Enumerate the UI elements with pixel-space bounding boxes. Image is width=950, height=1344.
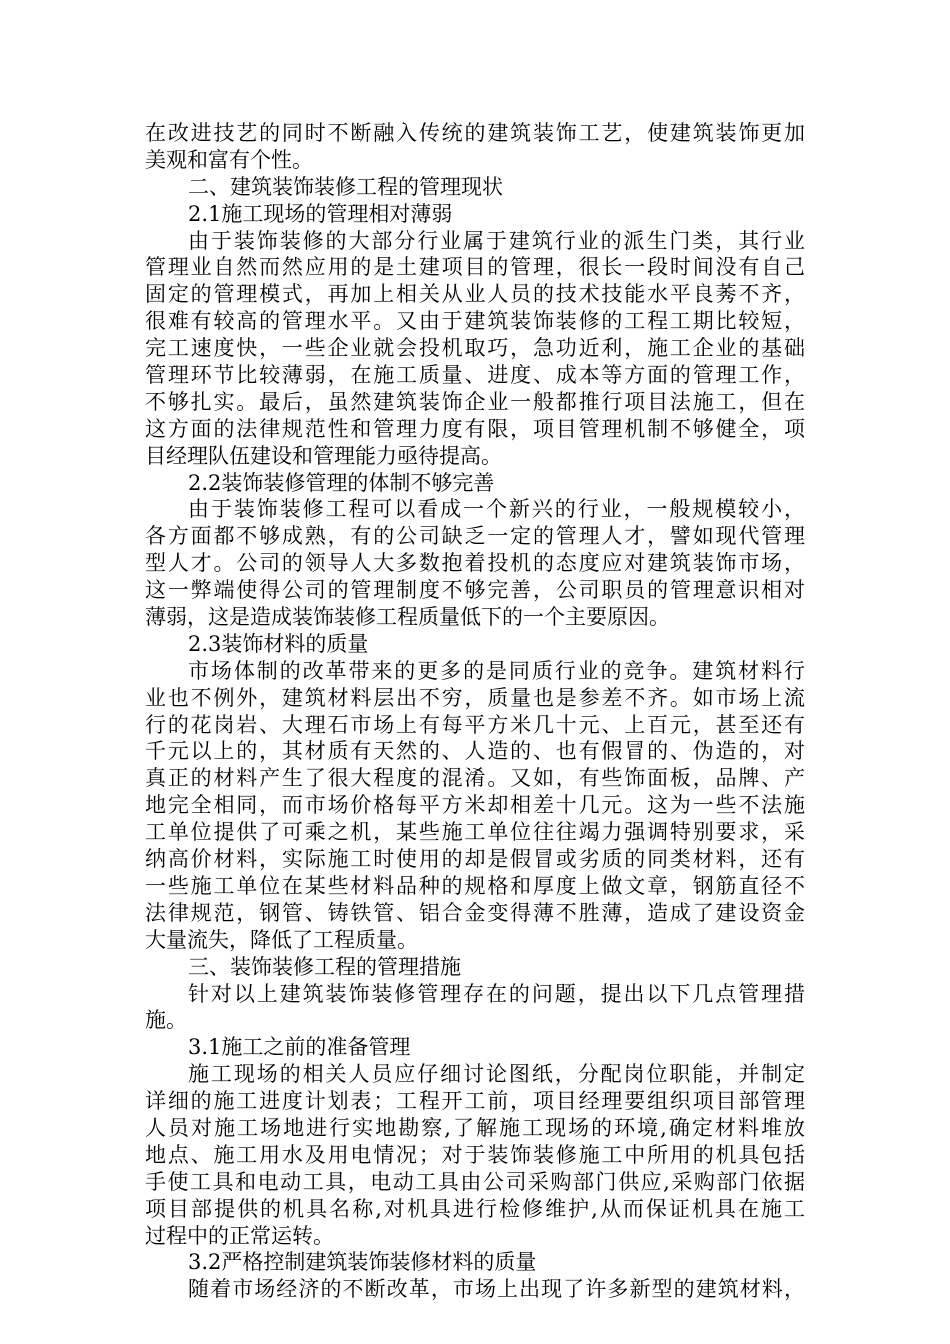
text-line: 市场体制的改革带来的更多的是同质行业的竞争。建筑材料行: [188, 658, 805, 683]
text-line: 工单位提供了可乘之机，某些施工单位往往竭力强调特别要求，采: [145, 820, 805, 845]
paragraph: [145, 981, 805, 1035]
text-line: 由于装饰装修的大部分行业属于建筑行业的派生门类，其行业: [188, 228, 805, 253]
text-line: 千元以上的，其材质有天然的、人造的、也有假冒的、伪造的，对: [145, 739, 805, 764]
text-line: 很难有较高的管理水平。又由于建筑装饰装修的工程工期比较短，: [145, 309, 805, 334]
text-line: 管理环节比较薄弱，在施工质量、进度、成本等方面的管理工作，: [145, 363, 805, 388]
paragraph: [145, 1061, 805, 1249]
text-line: 地点、施工用水及用电情况；对于装饰装修施工中所用的机具包括: [145, 1142, 805, 1167]
text-line: 一些施工单位在某些材料品种的规格和厚度上做文章，钢筋直径不: [145, 873, 805, 898]
text-line: 手使工具和电动工具，电动工具由公司采购部门供应,采购部门依据: [145, 1169, 805, 1194]
text-line: 各方面都不够成熟，有的公司缺乏一定的管理人才，譬如现代管理: [145, 524, 805, 549]
text-line: 施工现场的相关人员应仔细讨论图纸，分配岗位职能，并制定: [188, 1062, 805, 1087]
text-line: 由于装饰装修工程可以看成一个新兴的行业，一般规模较小，: [188, 497, 805, 522]
text-line: 详细的施工进度计划表；工程开工前，项目经理要组织项目部管理: [145, 1089, 805, 1114]
text-line: 项目部提供的机具名称,对机具进行检修维护,从而保证机具在施工: [145, 1196, 805, 1221]
text-line: 美观和富有个性。: [145, 147, 313, 172]
text-line: 完工速度快，一些企业就会投机取巧，急功近利，施工企业的基础: [145, 336, 805, 361]
text-line: 大量流失，降低了工程质量。: [145, 927, 418, 952]
text-line: 地完全相同，而市场价格每平方米却相差十几元。这为一些不法施: [145, 793, 805, 818]
paragraph: [145, 1276, 805, 1303]
text-line: 不够扎实。最后，虽然建筑装饰企业一般都推行项目法施工，但在: [145, 389, 805, 414]
text-line: 法律规范，钢管、铸铁管、铝合金变得薄不胜薄，造成了建设资金: [145, 900, 805, 925]
text-line: 目经理队伍建设和管理能力亟待提高。: [145, 443, 502, 468]
text-line: 真正的材料产生了很大程度的混淆。又如，有些饰面板，品牌、产: [145, 766, 805, 791]
subsection-heading: 3.1施工之前的准备管理: [188, 1035, 411, 1060]
text-line: 型人才。公司的领导人大多数抱着投机的态度应对建筑装饰市场，: [145, 551, 805, 576]
paragraph: [145, 228, 805, 470]
text-line: 这方面的法律规范性和管理力度有限，项目管理机制不够健全，项: [145, 416, 805, 441]
subsection-heading: 3.2严格控制建筑装饰装修材料的质量: [188, 1250, 537, 1275]
paragraph: [145, 496, 805, 630]
text-line: 固定的管理模式，再加上相关从业人员的技术技能水平良莠不齐，: [145, 282, 805, 307]
text-line: 管理业自然而然应用的是土建项目的管理，很长一段时间没有自己: [145, 255, 805, 280]
text-line: 人员对施工场地进行实地勘察,了解施工现场的环境,确定材料堆放: [145, 1115, 805, 1140]
paragraph: [145, 120, 805, 174]
text-line: 施。: [145, 1008, 187, 1033]
text-line: 过程中的正常运转。: [145, 1223, 334, 1248]
text-line: 业也不例外，建筑材料层出不穷，质量也是参差不齐。如市场上流: [145, 685, 805, 710]
text-line: 行的花岗岩、大理石市场上有每平方米几十元、上百元，甚至还有: [145, 712, 805, 737]
paragraph: [145, 658, 805, 954]
document-body: [145, 120, 805, 1303]
section-heading: 三、装饰装修工程的管理措施: [188, 954, 461, 979]
subsection-heading: 2.3装饰材料的质量: [188, 631, 369, 656]
text-line: 纳高价材料，实际施工时使用的却是假冒或劣质的同类材料，还有: [145, 847, 805, 872]
subsection-heading: 2.1施工现场的管理相对薄弱: [188, 201, 453, 226]
text-line: 在改进技艺的同时不断融入传统的建筑装饰工艺，使建筑装饰更加: [145, 121, 805, 145]
text-line: 随着市场经济的不断改革，市场上出现了许多新型的建筑材料，: [188, 1277, 805, 1302]
text-line: 针对以上建筑装饰装修管理存在的问题，提出以下几点管理措: [188, 981, 805, 1006]
section-heading: 二、建筑装饰装修工程的管理现状: [188, 174, 503, 199]
subsection-heading: 2.2装饰装修管理的体制不够完善: [188, 470, 495, 495]
text-line: 这一弊端使得公司的管理制度不够完善，公司职员的管理意识相对: [145, 578, 805, 603]
text-line: 薄弱，这是造成装饰装修工程质量低下的一个主要原因。: [145, 605, 670, 630]
